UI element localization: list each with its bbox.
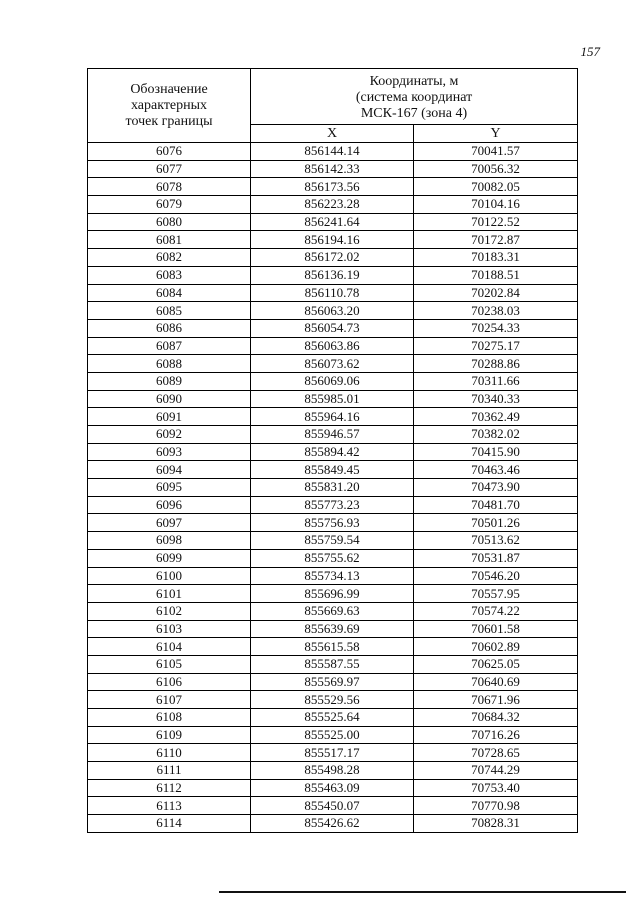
point-id-cell: 6098 <box>88 532 251 550</box>
point-id-cell: 6094 <box>88 461 251 479</box>
point-id-cell: 6102 <box>88 602 251 620</box>
table-row <box>88 143 578 161</box>
point-id-cell: 6103 <box>88 620 251 638</box>
x-coordinate-cell: 855529.56 <box>251 691 414 709</box>
table-row <box>88 160 578 178</box>
table-row <box>88 372 578 390</box>
x-coordinate-cell: 855587.55 <box>251 655 414 673</box>
point-id-cell: 6107 <box>88 691 251 709</box>
x-coordinate-cell: 856173.56 <box>251 178 414 196</box>
y-coordinate-cell: 70202.84 <box>414 284 578 302</box>
header-coords-line: МСК-167 (зона 4) <box>360 106 468 121</box>
x-coordinate-cell: 855755.62 <box>251 549 414 567</box>
x-coordinate-cell: 856142.33 <box>251 160 414 178</box>
point-id-cell: 6114 <box>88 815 251 833</box>
header-point-line: Обозначение <box>130 81 208 97</box>
x-coordinate-cell: 855639.69 <box>251 620 414 638</box>
point-id-cell: 6113 <box>88 797 251 815</box>
y-coordinate-cell: 70728.65 <box>414 744 578 762</box>
point-id-cell: 6100 <box>88 567 251 585</box>
table-row <box>88 426 578 444</box>
point-id-cell: 6089 <box>88 372 251 390</box>
point-id-cell: 6087 <box>88 337 251 355</box>
x-coordinate-cell: 855831.20 <box>251 479 414 497</box>
table-row <box>88 691 578 709</box>
table-row <box>88 178 578 196</box>
point-id-cell: 6080 <box>88 213 251 231</box>
header-point-designation <box>88 69 251 143</box>
point-id-cell: 6079 <box>88 196 251 214</box>
x-coordinate-cell: 855985.01 <box>251 390 414 408</box>
point-id-cell: 6077 <box>88 160 251 178</box>
y-coordinate-cell: 70254.33 <box>414 319 578 337</box>
point-id-cell: 6097 <box>88 514 251 532</box>
x-coordinate-cell: 855756.93 <box>251 514 414 532</box>
header-coords-line: (система координат <box>355 90 473 105</box>
point-id-cell: 6086 <box>88 319 251 337</box>
table-row <box>88 673 578 691</box>
y-coordinate-cell: 70288.86 <box>414 355 578 373</box>
table-row <box>88 196 578 214</box>
table-row <box>88 779 578 797</box>
y-coordinate-cell: 70744.29 <box>414 762 578 780</box>
y-coordinate-cell: 70362.49 <box>414 408 578 426</box>
x-coordinate-cell: 856063.86 <box>251 337 414 355</box>
y-coordinate-cell: 70671.96 <box>414 691 578 709</box>
point-id-cell: 6082 <box>88 249 251 267</box>
x-coordinate-cell: 855463.09 <box>251 779 414 797</box>
x-coordinate-cell: 855450.07 <box>251 797 414 815</box>
y-coordinate-cell: 70172.87 <box>414 231 578 249</box>
x-coordinate-cell: 856144.14 <box>251 143 414 161</box>
table-row <box>88 567 578 585</box>
y-coordinate-cell: 70753.40 <box>414 779 578 797</box>
header-coords-line: Координаты, м <box>369 74 459 89</box>
x-coordinate-cell: 856110.78 <box>251 284 414 302</box>
x-coordinate-cell: 856241.64 <box>251 213 414 231</box>
coordinates-table <box>87 68 578 833</box>
point-id-cell: 6111 <box>88 762 251 780</box>
x-coordinate-cell: 855894.42 <box>251 443 414 461</box>
header-point-line: точек границы <box>125 113 213 129</box>
y-coordinate-cell: 70041.57 <box>414 143 578 161</box>
y-coordinate-cell: 70716.26 <box>414 726 578 744</box>
point-id-cell: 6106 <box>88 673 251 691</box>
point-id-cell: 6088 <box>88 355 251 373</box>
table-row <box>88 815 578 833</box>
point-id-cell: 6105 <box>88 655 251 673</box>
y-coordinate-cell: 70382.02 <box>414 426 578 444</box>
table-row <box>88 213 578 231</box>
table-row <box>88 726 578 744</box>
table-header <box>88 69 578 143</box>
table-row <box>88 532 578 550</box>
footer-rule <box>219 891 626 893</box>
y-coordinate-cell: 70122.52 <box>414 213 578 231</box>
header-y: Y <box>414 125 578 143</box>
x-coordinate-cell: 855669.63 <box>251 602 414 620</box>
y-coordinate-cell: 70082.05 <box>414 178 578 196</box>
table-row <box>88 709 578 727</box>
x-coordinate-cell: 855525.00 <box>251 726 414 744</box>
x-coordinate-cell: 855525.64 <box>251 709 414 727</box>
y-coordinate-cell: 70557.95 <box>414 585 578 603</box>
x-coordinate-cell: 855964.16 <box>251 408 414 426</box>
table-row <box>88 514 578 532</box>
x-coordinate-cell: 855498.28 <box>251 762 414 780</box>
x-coordinate-cell: 855517.17 <box>251 744 414 762</box>
x-coordinate-cell: 855734.13 <box>251 567 414 585</box>
point-id-cell: 6099 <box>88 549 251 567</box>
y-coordinate-cell: 70770.98 <box>414 797 578 815</box>
point-id-cell: 6078 <box>88 178 251 196</box>
point-id-cell: 6104 <box>88 638 251 656</box>
point-id-cell: 6081 <box>88 231 251 249</box>
y-coordinate-cell: 70684.32 <box>414 709 578 727</box>
point-id-cell: 6101 <box>88 585 251 603</box>
x-coordinate-cell: 856194.16 <box>251 231 414 249</box>
table-row <box>88 443 578 461</box>
y-coordinate-cell: 70056.32 <box>414 160 578 178</box>
point-id-cell: 6083 <box>88 266 251 284</box>
x-coordinate-cell: 855946.57 <box>251 426 414 444</box>
y-coordinate-cell: 70531.87 <box>414 549 578 567</box>
header-point-line: характерных <box>130 97 208 113</box>
point-id-cell: 6109 <box>88 726 251 744</box>
y-coordinate-cell: 70513.62 <box>414 532 578 550</box>
x-coordinate-cell: 855773.23 <box>251 496 414 514</box>
y-coordinate-cell: 70104.16 <box>414 196 578 214</box>
page-number: 157 <box>580 44 600 59</box>
y-coordinate-cell: 70311.66 <box>414 372 578 390</box>
y-coordinate-cell: 70238.03 <box>414 302 578 320</box>
point-id-cell: 6093 <box>88 443 251 461</box>
header-coordinates <box>251 69 578 125</box>
x-coordinate-cell: 855696.99 <box>251 585 414 603</box>
point-id-cell: 6108 <box>88 709 251 727</box>
y-coordinate-cell: 70546.20 <box>414 567 578 585</box>
point-id-cell: 6095 <box>88 479 251 497</box>
header-x: X <box>251 125 414 143</box>
y-coordinate-cell: 70501.26 <box>414 514 578 532</box>
point-id-cell: 6092 <box>88 426 251 444</box>
x-coordinate-cell: 855849.45 <box>251 461 414 479</box>
table-row <box>88 266 578 284</box>
table-row <box>88 355 578 373</box>
point-id-cell: 6090 <box>88 390 251 408</box>
point-id-cell: 6091 <box>88 408 251 426</box>
table-row <box>88 744 578 762</box>
x-coordinate-cell: 855569.97 <box>251 673 414 691</box>
x-coordinate-cell: 855615.58 <box>251 638 414 656</box>
y-coordinate-cell: 70601.58 <box>414 620 578 638</box>
point-id-cell: 6096 <box>88 496 251 514</box>
table-row <box>88 602 578 620</box>
y-coordinate-cell: 70574.22 <box>414 602 578 620</box>
table-row <box>88 390 578 408</box>
y-coordinate-cell: 70625.05 <box>414 655 578 673</box>
table-row <box>88 408 578 426</box>
y-coordinate-cell: 70275.17 <box>414 337 578 355</box>
point-id-cell: 6112 <box>88 779 251 797</box>
point-id-cell: 6085 <box>88 302 251 320</box>
point-id-cell: 6110 <box>88 744 251 762</box>
y-coordinate-cell: 70183.31 <box>414 249 578 267</box>
y-coordinate-cell: 70188.51 <box>414 266 578 284</box>
table-row <box>88 319 578 337</box>
x-coordinate-cell: 856054.73 <box>251 319 414 337</box>
y-coordinate-cell: 70415.90 <box>414 443 578 461</box>
y-coordinate-cell: 70481.70 <box>414 496 578 514</box>
table-row <box>88 479 578 497</box>
table-row <box>88 231 578 249</box>
table-row <box>88 284 578 302</box>
x-coordinate-cell: 856223.28 <box>251 196 414 214</box>
x-coordinate-cell: 856069.06 <box>251 372 414 390</box>
table-row <box>88 302 578 320</box>
x-coordinate-cell: 855426.62 <box>251 815 414 833</box>
y-coordinate-cell: 70340.33 <box>414 390 578 408</box>
y-coordinate-cell: 70602.89 <box>414 638 578 656</box>
table-row <box>88 249 578 267</box>
x-coordinate-cell: 856172.02 <box>251 249 414 267</box>
table-row <box>88 655 578 673</box>
table-row <box>88 638 578 656</box>
y-coordinate-cell: 70828.31 <box>414 815 578 833</box>
table-row <box>88 549 578 567</box>
y-coordinate-cell: 70463.46 <box>414 461 578 479</box>
table-row <box>88 797 578 815</box>
table-row <box>88 461 578 479</box>
x-coordinate-cell: 856073.62 <box>251 355 414 373</box>
table-row <box>88 762 578 780</box>
y-coordinate-cell: 70640.69 <box>414 673 578 691</box>
table-row <box>88 337 578 355</box>
x-coordinate-cell: 856136.19 <box>251 266 414 284</box>
table-row <box>88 585 578 603</box>
x-coordinate-cell: 855759.54 <box>251 532 414 550</box>
table-body <box>88 143 578 833</box>
table-row <box>88 496 578 514</box>
table-row <box>88 620 578 638</box>
point-id-cell: 6084 <box>88 284 251 302</box>
x-coordinate-cell: 856063.20 <box>251 302 414 320</box>
y-coordinate-cell: 70473.90 <box>414 479 578 497</box>
point-id-cell: 6076 <box>88 143 251 161</box>
